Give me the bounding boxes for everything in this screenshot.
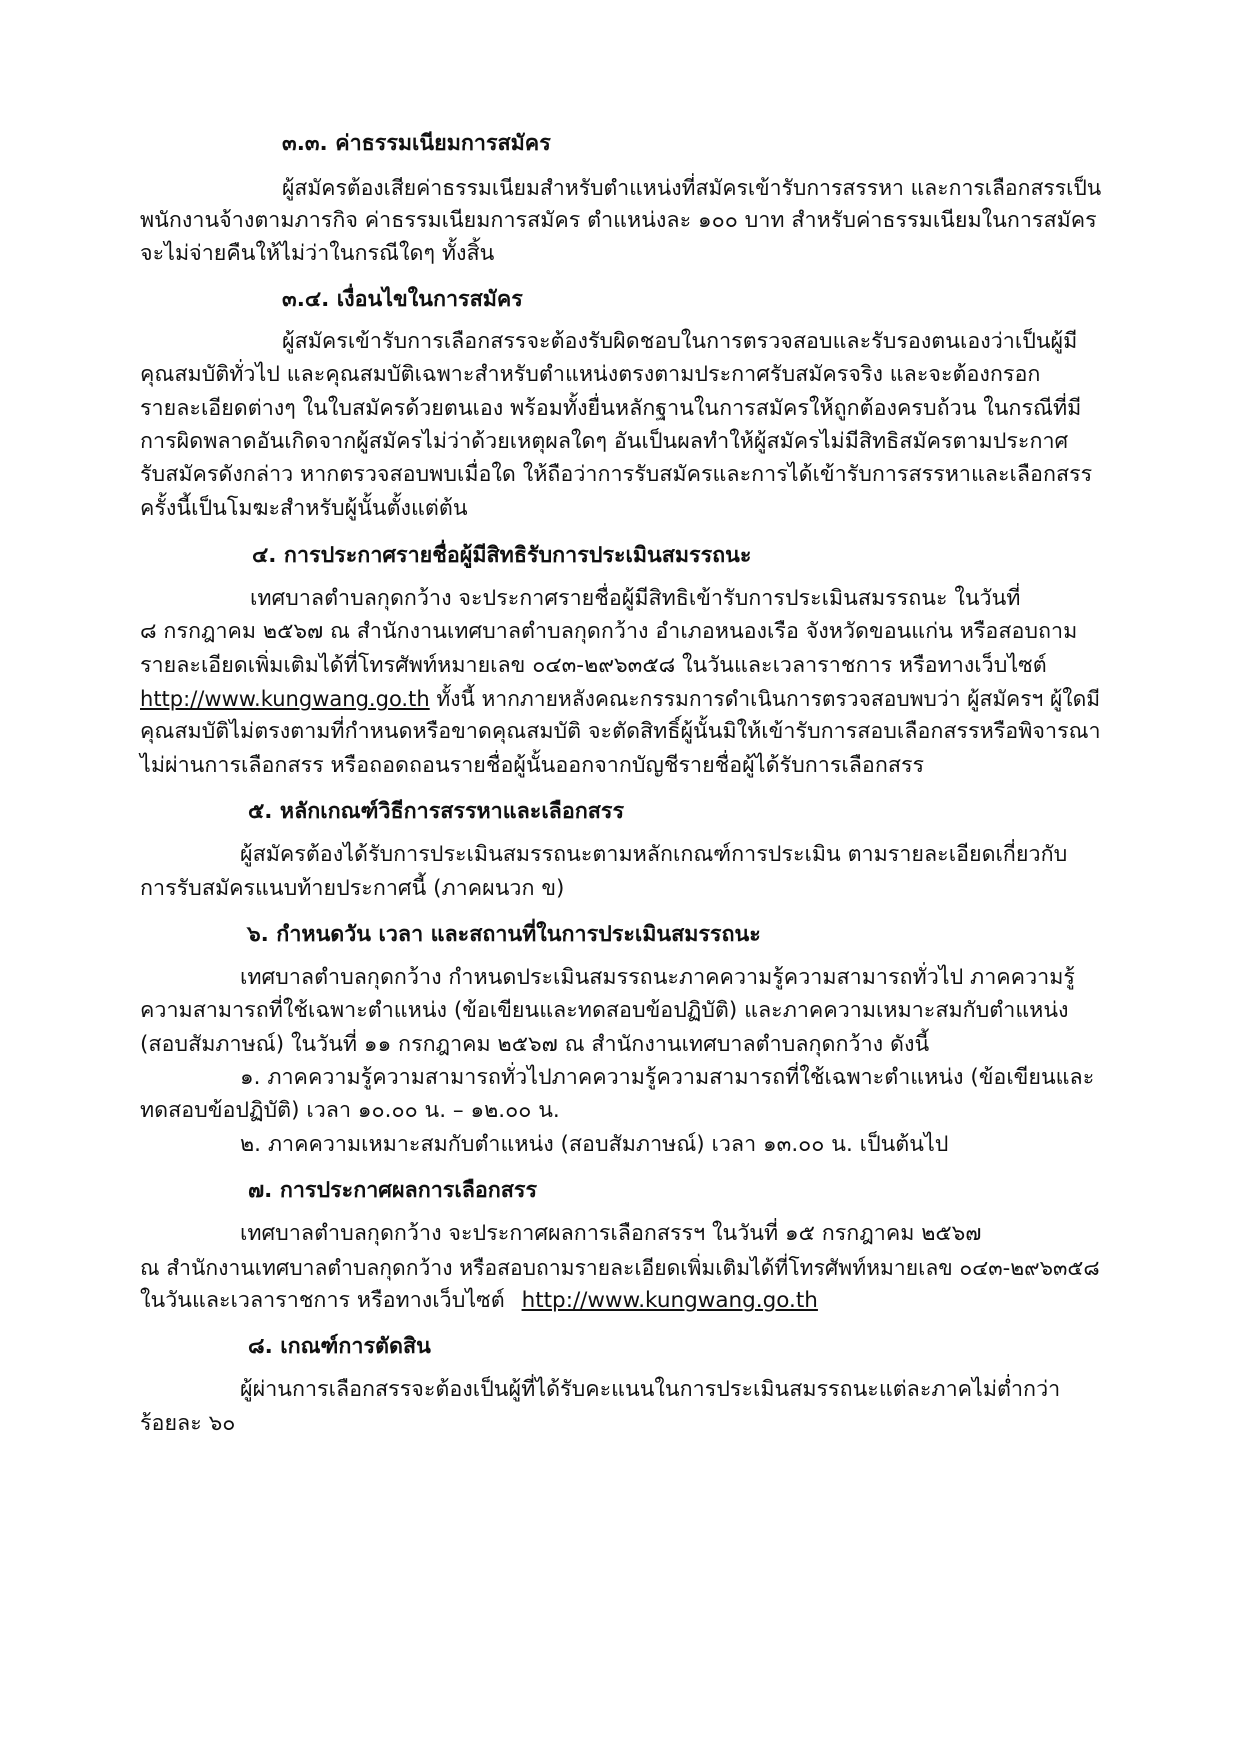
section-3-3-line: พนักงานจ้างตามภารกิจ ค่าธรรมเนียมการสมัคร ตำแหน่งละ ๑๐๐ บาท สำหรับค่าธรรมเนียมในการสมัคร: [140, 208, 1097, 233]
section-5-heading: ๕. หลักเกณฑ์วิธีการสรรหาและเลือกสรร: [248, 799, 624, 824]
section-3-4-line: คุณสมบัติทั่วไป และคุณสมบัติเฉพาะสำหรับตำแหน่งตรงตามประกาศรับสมัครจริง และจะต้องกรอก: [140, 362, 1041, 387]
section-7-line: ในวันและเวลาราชการ หรือทางเว็บไซต์: [140, 1288, 505, 1313]
section-6-line: ความสามารถที่ใช้เฉพาะตำแหน่ง (ข้อเขียนและทดสอบข้อปฏิบัติ) และภาคความเหมาะสมกับตำแหน่ง: [140, 998, 1069, 1023]
website-link[interactable]: http://www.kungwang.go.th: [521, 1288, 818, 1313]
section-6-heading: ๖. กำหนดวัน เวลา และสถานที่ในการประเมินสมรรถนะ: [247, 922, 761, 947]
section-3-4-line: การผิดพลาดอันเกิดจากผู้สมัครไม่ว่าด้วยเหตุผลใดๆ อันเป็นผลทำให้ผู้สมัครไม่มีสิทธิสมัครตามประกาศ: [140, 429, 1069, 454]
section-4-heading: ๔. การประกาศรายชื่อผู้มีสิทธิรับการประเมินสมรรถนะ: [252, 543, 752, 568]
section-7-heading: ๗. การประกาศผลการเลือกสรร: [248, 1178, 538, 1203]
section-6-line: ๒. ภาคความเหมาะสมกับตำแหน่ง (สอบสัมภาษณ์) เวลา ๑๓.๐๐ น. เป็นต้นไป: [240, 1132, 949, 1157]
section-5-line: การรับสมัครแนบท้ายประกาศนี้ (ภาคผนวก ข): [140, 876, 565, 901]
section-3-3-line: ผู้สมัครต้องเสียค่าธรรมเนียมสำหรับตำแหน่งที่สมัครเข้ารับการสรรหา และการเลือกสรรเป็น: [282, 175, 1102, 200]
section-6-line: เทศบาลตำบลกุดกว้าง กำหนดประเมินสมรรถนะภาคความรู้ความสามารถทั่วไป ภาคความรู้: [240, 965, 1075, 990]
section-7-url-line: [140, 1290, 818, 1312]
section-6-line: ทดสอบข้อปฏิบัติ) เวลา ๑๐.๐๐ น. – ๑๒.๐๐ น.: [140, 1098, 560, 1123]
section-4-line: ทั้งนี้ หากภายหลังคณะกรรมการดำเนินการตรวจสอบพบว่า ผู้สมัครฯ ผู้ใดมี: [436, 686, 1101, 711]
section-3-4-line: ครั้งนี้เป็นโมฆะสำหรับผู้นั้นตั้งแต่ต้น: [140, 496, 468, 521]
section-4-line: ๘ กรกฎาคม ๒๕๖๗ ณ สำนักงานเทศบาลตำบลกุดกว้าง อำเภอหนองเรือ จังหวัดขอนแก่น หรือสอบถาม: [140, 619, 1078, 644]
section-3-3-line: จะไม่จ่ายคืนให้ไม่ว่าในกรณีใดๆ ทั้งสิ้น: [140, 241, 495, 266]
section-4-url-line: [140, 688, 1100, 709]
section-7-line: ณ สำนักงานเทศบาลตำบลกุดกว้าง หรือสอบถามรายละเอียดเพิ่มเติมได้ที่โทรศัพท์หมายเลข ๐๔๓-๒๙๖๓๕๘: [140, 1255, 1100, 1280]
section-8-line: ร้อยละ ๖๐: [140, 1411, 236, 1436]
section-3-4-line: รายละเอียดต่างๆ ในใบสมัครด้วยตนเอง พร้อมทั้งยื่นหลักฐานในการสมัครให้ถูกต้องครบถ้วน ในกรณีที่มี: [140, 396, 1082, 421]
section-4-line: คุณสมบัติไม่ตรงตามที่กำหนดหรือขาดคุณสมบัติ จะตัดสิทธิ์ผู้นั้นมิให้เข้ารับการสอบเลือกสรรหรือพิจารณา: [140, 719, 1101, 744]
section-8-line: ผู้ผ่านการเลือกสรรจะต้องเป็นผู้ที่ได้รับคะแนนในการประเมินสมรรถนะแต่ละภาคไม่ต่ำกว่า: [240, 1377, 1061, 1402]
section-6-line: ๑. ภาคความรู้ความสามารถทั่วไปภาคความรู้ความสามารถที่ใช้เฉพาะตำแหน่ง (ข้อเขียนและ: [240, 1065, 1095, 1090]
section-8-heading: ๘. เกณฑ์การตัดสิน: [248, 1334, 431, 1359]
section-5-line: ผู้สมัครต้องได้รับการประเมินสมรรถนะตามหลักเกณฑ์การประเมิน ตามรายละเอียดเกี่ยวกับ: [240, 842, 1068, 867]
section-3-4-heading: ๓.๔. เงื่อนไขในการสมัคร: [282, 287, 523, 312]
section-4-line: รายละเอียดเพิ่มเติมได้ที่โทรศัพท์หมายเลข ๐๔๓-๒๙๖๓๕๘ ในวันและเวลาราชการ หรือทางเว็บไซต์: [140, 653, 1047, 678]
section-7-line: เทศบาลตำบลกุดกว้าง จะประกาศผลการเลือกสรรฯ ในวันที่ ๑๕ กรกฎาคม ๒๕๖๗: [240, 1221, 982, 1246]
section-3-4-line: ผู้สมัครเข้ารับการเลือกสรรจะต้องรับผิดชอบในการตรวจสอบและรับรองตนเองว่าเป็นผู้มี: [282, 329, 1078, 354]
section-4-line: เทศบาลตำบลกุดกว้าง จะประกาศรายชื่อผู้มีสิทธิเข้ารับการประเมินสมรรถนะ ในวันที่: [250, 586, 1021, 611]
section-4-line: ไม่ผ่านการเลือกสรร หรือถอดถอนรายชื่อผู้นั้นออกจากบัญชีรายชื่อผู้ได้รับการเลือกสรร: [140, 753, 925, 778]
section-3-4-line: รับสมัครดังกล่าว หากตรวจสอบพบเมื่อใด ให้ถือว่าการรับสมัครและการได้เข้ารับการสรรหาและเลือกสรร: [140, 462, 1093, 487]
section-3-3-heading: ๓.๓. ค่าธรรมเนียมการสมัคร: [282, 131, 551, 156]
section-6-line: (สอบสัมภาษณ์) ในวันที่ ๑๑ กรกฎาคม ๒๕๖๗ ณ สำนักงานเทศบาลตำบลกุดกว้าง ดังนี้: [140, 1032, 930, 1057]
website-link[interactable]: http://www.kungwang.go.th: [140, 686, 430, 711]
